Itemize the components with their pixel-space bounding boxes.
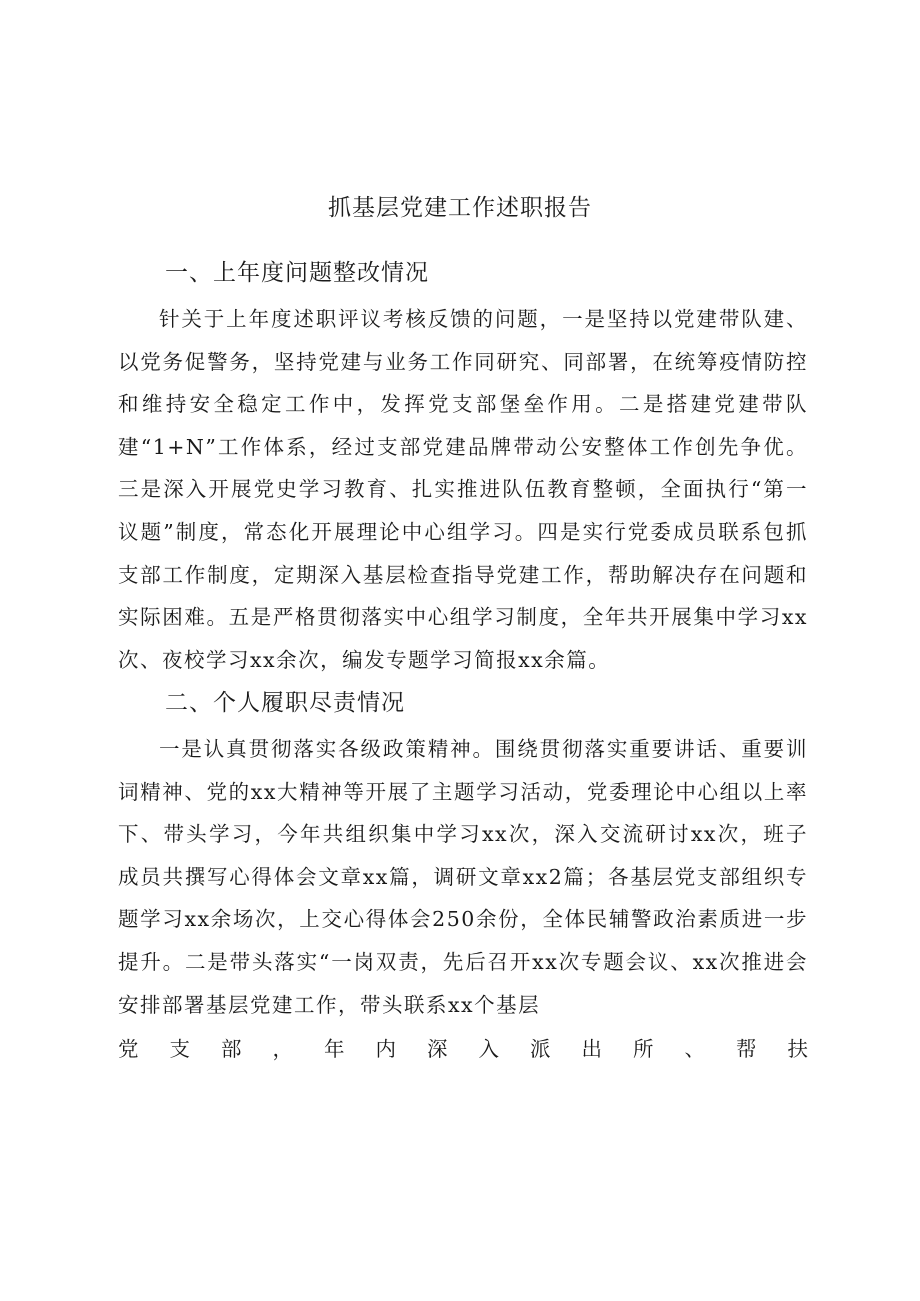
section-heading-2: 二、个人履职尽责情况	[165, 690, 405, 716]
tail-glyph: 入	[478, 1037, 499, 1061]
section-1-paragraph: 针关于上年度述职评议考核反馈的问题，一是坚持以党建带队建、以党务促警务，坚持党建与业务工作同研究、同部署，在统筹疫情防控和维持安全稳定工作中，发挥党支部堡垒作用。二是搭建党建带队建“1+N”工作体系，经过支部党建品牌带动公安整体工作创先争优。三是深入开展党史学习教育、扎实推进队伍教育整顿，全面执行“第一议题”制度，常态化开展理论中心组学习。四是实行党委成员联系包抓支部工作制度，定期深入基层检查指导党建工作，帮助解决存在问题和实际困难。五是严格贯彻落实中心组学习制度，全年共开展集中学习xx次、夜校学习xx余次，编发专题学习简报xx余篇。	[118, 307, 808, 672]
tail-glyph: 出	[581, 1037, 602, 1061]
tail-glyph: 支	[169, 1037, 190, 1061]
section-heading-1: 一、上年度问题整改情况	[165, 260, 429, 286]
document-title: 抓基层党建工作述职报告	[328, 195, 592, 221]
section-2-paragraph: 一是认真贯彻落实各级政策精神。围绕贯彻落实重要讲话、重要训词精神、党的xx大精神等开展了主题学习活动，党委理论中心组以上率下、带头学习，今年共组织集中学习xx次，深入交流研讨xx次，班子成员共撰写心得体会文章xx篇，调研文章xx2篇；各基层党支部组织专题学习xx余场次，上交心得体会250余份，全体民辅警政治素质进一步提升。二是带头落实“一岗双责，先后召开xx次专题会议、xx次推进会安排部署基层党建工作，带头联系xx个基层	[118, 737, 808, 1017]
tail-glyph: 扶	[787, 1037, 808, 1061]
tail-glyph: 派	[530, 1037, 551, 1061]
tail-glyph: ，	[272, 1037, 293, 1061]
tail-glyph: 所	[633, 1037, 654, 1061]
tail-glyph: 帮	[736, 1037, 757, 1061]
tail-glyph: 党	[118, 1037, 139, 1061]
tail-glyph: 年	[324, 1037, 345, 1061]
tail-glyph: 内	[375, 1037, 396, 1061]
tail-glyph: 深	[427, 1037, 448, 1061]
tail-glyph: 、	[684, 1037, 705, 1061]
tail-glyph: 部	[221, 1037, 242, 1061]
section-2-justified-last-line	[118, 1026, 808, 1068]
